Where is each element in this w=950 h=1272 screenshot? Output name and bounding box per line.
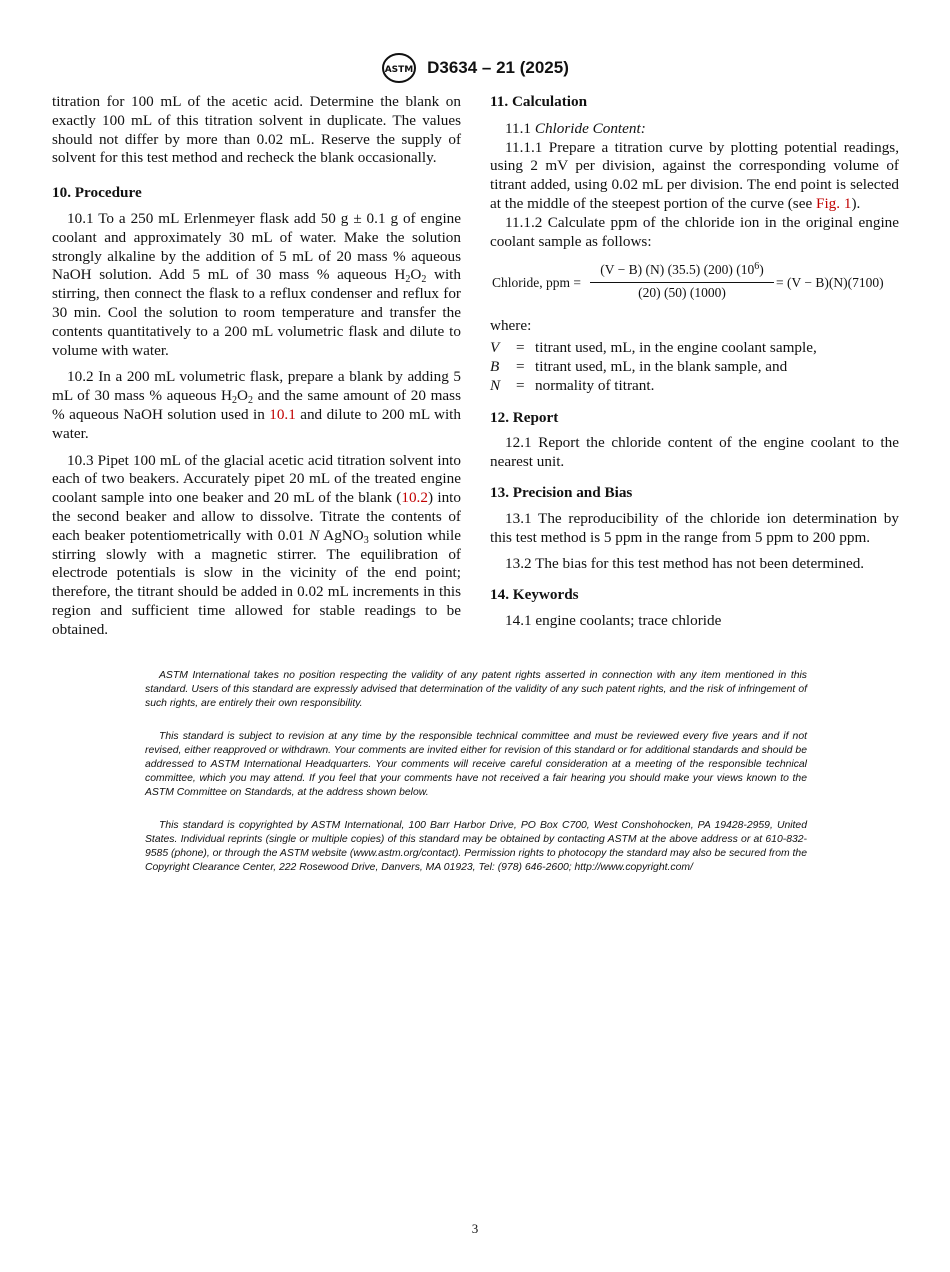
paragraph-12-1: 12.1 Report the chloride content of the engine coolant to the nearest unit.	[490, 434, 899, 471]
paragraph-11-1: 11.1 Chloride Content:	[505, 119, 646, 137]
figure-1-link[interactable]: Fig. 1	[816, 194, 852, 212]
page-number: 3	[471, 1221, 479, 1236]
where-list	[490, 339, 899, 395]
paragraph-11-1-2: 11.1.2 Calculate ppm of the chloride ion in the original engine coolant sample as follows:	[490, 213, 899, 250]
equation-numerator: (V − B) (N) (35.5) (200) $(10^6)$	[590, 261, 774, 283]
footer-copyright-notice: This standard is copyrighted by ASTM International, 100 Barr Harbor Drive, PO Box C700, West Conshohocken, PA 19428-2959, United States. Individual reprints (single or multiple copies) of this standard may be obtained by contacting ASTM at the above address or at 610-832-9585 (phone), or through the ASTM website (www.astm.org/contact). Permission rights to photocopy the standard may also be secured from the Copyright Clearance Center, 222 Rosewood Drive, Danvers, MA 01923, Tel: (978) 646-2600; http://www.copyright.com/	[145, 820, 807, 873]
where-row: N = normality of titrant.	[490, 376, 655, 394]
right-column	[490, 93, 899, 631]
astm-logo-icon	[381, 52, 417, 84]
standard-designation: D3634 – 21 (2025)	[427, 58, 569, 77]
section-12-heading: 12. Report	[490, 408, 559, 426]
where-label: where:	[490, 317, 532, 335]
paragraph-10-1: 10.1 To a 250 mL Erlenmeyer flask add 50 g ± 0.1 g of engine coolant and approximately 30 mL of water. Make the solution strongly alkaline by the addition of 5 mL of 20 mass % aqueous NaOH solution. Add 5 mL of 30 mass % aqueous $H_2O_2$ with stirring, then connect the flask to a reflux condenser and reflux for 30 min. Cool the solution to room temperature and transfer the contents quantitatively to a 200 mL volumetric flask and dilute to volume with water.	[52, 209, 461, 359]
section-14-heading: 14. Keywords	[490, 586, 579, 604]
paragraph-13-1: 13.1 The reproducibility of the chloride ion determination by this test method is 5 ppm in the range from 5 ppm to 200 ppm.	[490, 509, 899, 546]
equation-lhs: Chloride, ppm =	[492, 275, 581, 291]
ref-link-10-2[interactable]: 10.2	[401, 489, 428, 507]
svg-text:ASTM: ASTM	[384, 65, 414, 75]
intro-paragraph: titration for 100 mL of the acetic acid. Determine the blank on exactly 100 mL of this titration solvent in duplicate. The values should not differ by more than 0.02 mL. Reserve the supply of solvent for this test method and recheck the blank occasionally.	[52, 93, 461, 167]
section-13-heading: 13. Precision and Bias	[490, 483, 633, 501]
paragraph-10-2: 10.2 In a 200 mL volumetric flask, prepare a blank by adding 5 mL of 30 mass % aqueous $H_2O_2$ and the same amount of 20 mass % aqueous NaOH solution used in 10.1 and dilute to 200 mL with water.	[52, 368, 461, 442]
footer-revision-notice: This standard is subject to revision at any time by the responsible technical committee and must be reviewed every five years and if not revised, either reapproved or withdrawn. Your comments are invited either for revision of this standard or for additional standards and should be addressed to ASTM International Headquarters. Your comments will receive careful consideration at a meeting of the responsible technical committee, which you may attend. If you feel that your comments have not received a fair hearing you should make your views known to the ASTM Committee on Standards, at the address shown below.	[145, 731, 807, 798]
equation-denominator: (20) (50) (1000)	[638, 285, 726, 301]
equation-rhs: = (V − B)(N)(7100)	[776, 275, 884, 291]
footer-patent-notice: ASTM International takes no position respecting the validity of any patent rights asserted in connection with any item mentioned in this standard. Users of this standard are expressly advised that determination of the validity of any such patent rights, and the risk of infringement of such rights, are entirely their own responsibility.	[145, 670, 807, 709]
where-row: V = titrant used, mL, in the engine coolant sample,	[490, 339, 817, 357]
paragraph-10-3: 10.3 Pipet 100 mL of the glacial acetic acid titration solvent into each of two beakers. Accurately pipet 20 mL of the treated engine coolant sample into one beaker and 20 mL of the blank (10.2) into the second beaker and allow to dissolve. Titrate the contents of each beaker potentiometrically with 0.01 N AgNO$_3$ solution while stirring slowly with a magnetic stirrer. The equilibration of electrode potentials is slow in the vicinity of the end point; therefore, the titrant should be added in 0.02 mL increments in this region and sufficient time allowed for stable readings to be obtained.	[52, 451, 461, 638]
paragraph-11-1-1: 11.1.1 Prepare a titration curve by plotting potential readings, using 2 mV per division, against the corresponding volume of titrant added, using 0.02 mL per division. The end point is selected at the middle of the steepest portion of the curve (see Fig. 1).	[490, 138, 899, 212]
ref-link-10-1[interactable]: 10.1	[269, 405, 296, 423]
page-header	[0, 52, 950, 84]
section-11-heading: 11. Calculation	[490, 93, 588, 110]
equation-fraction	[590, 261, 774, 303]
section-10-heading: 10. Procedure	[52, 184, 142, 202]
chloride-equation	[492, 261, 899, 305]
paragraph-13-2: 13.2 The bias for this test method has not been determined.	[505, 555, 865, 573]
paragraph-14-1: 14.1 engine coolants; trace chloride	[505, 611, 722, 629]
where-row: B = titrant used, mL, in the blank sample, and	[490, 357, 788, 375]
left-column	[52, 93, 461, 640]
